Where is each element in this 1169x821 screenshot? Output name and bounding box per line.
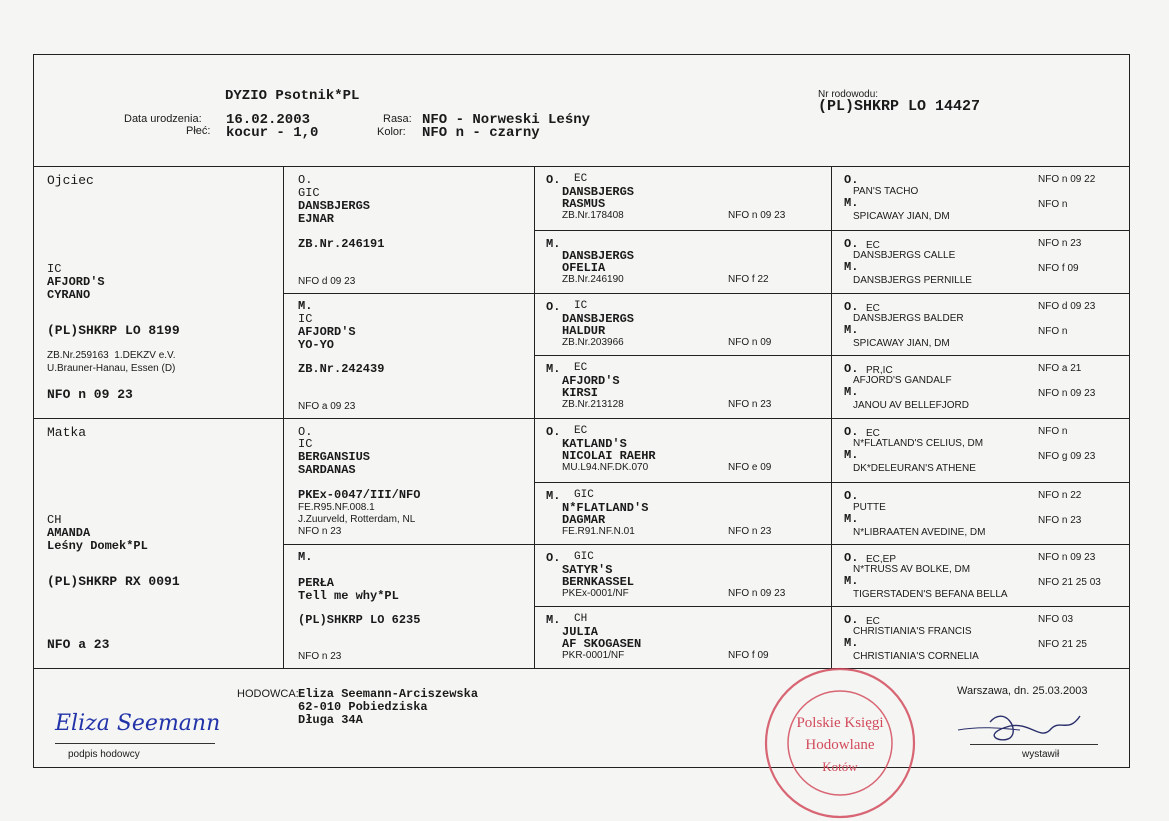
gen4-sire-title: EC — [866, 428, 880, 439]
gen4-sire-name: N*TRUSS AV BOLKE, DM — [853, 564, 971, 575]
gen2-reg: ZB.Nr.246191 — [298, 237, 385, 251]
sire-name-1: AFJORD'S — [47, 275, 105, 289]
gen3-title: EC — [574, 173, 588, 185]
gen2-name-1: PERŁA — [298, 576, 335, 590]
gen3-name-2: NICOLAI RAEHR — [562, 449, 656, 463]
divider — [534, 293, 1130, 294]
sire-section-label: Ojciec — [47, 173, 94, 188]
gen4-dam-label: M. — [844, 574, 859, 588]
dam-section-label: Matka — [47, 425, 87, 440]
divider — [33, 418, 1130, 419]
gen3-title: GIC — [574, 489, 594, 501]
gen2-name-1: AFJORD'S — [298, 325, 356, 339]
gen3-name-2: BERNKASSEL — [562, 575, 635, 589]
divider — [831, 166, 832, 668]
gen2-title: GIC — [298, 186, 320, 200]
gen3-reg: ZB.Nr.203966 — [562, 337, 624, 348]
gen2-color: NFO d 09 23 — [298, 276, 356, 287]
gen3-label: O. — [546, 173, 561, 187]
gen2-label: O. — [298, 173, 313, 187]
place-date: Warszawa, dn. 25.03.2003 — [957, 685, 1088, 697]
gen3-reg: PKEx-0001/NF — [562, 588, 629, 599]
gen2-reg: PKEx-0047/III/NFO — [298, 488, 421, 502]
gen4-sire-color: NFO d 09 23 — [1038, 301, 1096, 312]
gen2-label: M. — [298, 299, 313, 313]
gen4-sire-label: O. — [844, 300, 859, 314]
gen3-name-1: DANSBJERGS — [562, 185, 635, 199]
gen3-color: NFO n 09 23 — [728, 210, 786, 221]
breeder-signature: Eliza Seemann — [55, 711, 221, 736]
gen4-sire-name: DANSBJERGS CALLE — [853, 250, 956, 261]
gen4-dam-label: M. — [844, 512, 859, 526]
gen3-label: M. — [546, 489, 561, 503]
gen2-name-2: EJNAR — [298, 212, 335, 226]
gen4-sire-title: EC — [866, 616, 880, 627]
gen3-color: NFO f 22 — [728, 274, 769, 285]
gen3-label: M. — [546, 237, 561, 251]
gen4-sire-label: O. — [844, 173, 859, 187]
gen3-label: O. — [546, 425, 561, 439]
color-label: Kolor: — [377, 126, 406, 138]
gen4-sire-color: NFO n 22 — [1038, 490, 1082, 501]
sire-owner: U.Brauner-Hanau, Essen (D) — [47, 363, 176, 374]
gen3-name-2: OFELIA — [562, 261, 606, 275]
divider — [534, 355, 1130, 356]
cat-name: DYZIO Psotnik*PL — [225, 88, 360, 104]
gen4-sire-label: O. — [844, 489, 859, 503]
gen3-color: NFO f 09 — [728, 650, 769, 661]
stamp-line-1: Polskie Księgi — [796, 715, 884, 731]
sex-value: kocur - 1,0 — [226, 125, 319, 141]
gen2-label: O. — [298, 425, 313, 439]
gen4-dam-color: NFO 21 25 — [1038, 639, 1087, 650]
gen2-name-2: YO-YO — [298, 338, 335, 352]
gen4-sire-color: NFO 03 — [1038, 614, 1074, 625]
divider — [534, 230, 1130, 231]
dam-name-1: AMANDA — [47, 526, 91, 540]
gen4-sire-color: NFO n 23 — [1038, 238, 1082, 249]
gen4-sire-label: O. — [844, 613, 859, 627]
gen3-reg: ZB.Nr.246190 — [562, 274, 624, 285]
gen4-dam-label: M. — [844, 385, 859, 399]
gen3-color: NFO n 23 — [728, 526, 772, 537]
gen4-dam-name: DK*DELEURAN'S ATHENE — [853, 463, 976, 474]
gen2-name-1: BERGANSIUS — [298, 450, 371, 464]
gen4-sire-color: NFO a 21 — [1038, 363, 1082, 374]
gen4-sire-label: O. — [844, 362, 859, 376]
gen4-dam-label: M. — [844, 196, 859, 210]
gen4-sire-title: PR,IC — [866, 365, 893, 376]
gen4-sire-color: NFO n — [1038, 426, 1068, 437]
breeder-label: HODOWCA: — [237, 688, 299, 700]
gen2-name-2: SARDANAS — [298, 463, 356, 477]
gen4-dam-name: SPICAWAY JIAN, DM — [853, 338, 950, 349]
sire-reg-2: ZB.Nr.259163 1.DEKZV e.V. — [47, 350, 176, 361]
gen4-dam-name: DANSBJERGS PERNILLE — [853, 275, 972, 286]
breeder-name: Eliza Seemann-Arciszewska — [298, 687, 479, 701]
gen3-reg: FE.R91.NF.N.01 — [562, 526, 635, 537]
breeder-address-1: 62-010 Pobiedziska — [298, 700, 428, 714]
gen4-sire-name: PAN'S TACHO — [853, 186, 919, 197]
gen3-title: IC — [574, 300, 588, 312]
gen3-title: GIC — [574, 551, 594, 563]
gen3-name-1: AFJORD'S — [562, 374, 620, 388]
sire-title: IC — [47, 262, 62, 276]
gen3-name-2: AF SKOGASEN — [562, 637, 642, 651]
birth-date: 16.02.2003 — [226, 112, 311, 128]
pedigree-label: Nr rodowodu: — [818, 89, 879, 100]
gen3-name-2: HALDUR — [562, 324, 606, 338]
divider — [283, 293, 534, 294]
breed-label: Rasa: — [383, 113, 412, 125]
dam-reg: (PL)SHKRP RX 0091 — [47, 574, 180, 589]
gen4-dam-name: CHRISTIANIA'S CORNELIA — [853, 651, 979, 662]
gen4-sire-title: EC — [866, 303, 880, 314]
sire-reg: (PL)SHKRP LO 8199 — [47, 323, 180, 338]
gen3-color: NFO n 09 23 — [728, 588, 786, 599]
gen4-dam-label: M. — [844, 636, 859, 650]
divider — [283, 544, 534, 545]
gen4-sire-name: AFJORD'S GANDALF — [853, 375, 952, 386]
breeder-address-2: Długa 34A — [298, 713, 363, 727]
gen4-dam-color: NFO 21 25 03 — [1038, 577, 1101, 588]
divider — [534, 544, 1130, 545]
divider — [534, 166, 535, 668]
registry-stamp-icon — [760, 665, 920, 821]
gen4-sire-label: O. — [844, 551, 859, 565]
pedigree-number: (PL)SHKRP LO 14427 — [818, 98, 981, 115]
sire-color: NFO n 09 23 — [47, 387, 133, 402]
dam-color: NFO a 23 — [47, 637, 110, 652]
color-value: NFO n - czarny — [422, 125, 540, 141]
sex-label: Płeć: — [186, 125, 211, 137]
gen4-sire-label: O. — [844, 425, 859, 439]
gen2-owner: J.Zuurveld, Rotterdam, NL — [298, 514, 416, 525]
sire-name-2: CYRANO — [47, 288, 91, 302]
gen4-dam-color: NFO n — [1038, 199, 1068, 210]
gen4-sire-name: PUTTE — [853, 502, 886, 513]
gen2-color: NFO n 23 — [298, 651, 342, 662]
gen3-reg: ZB.Nr.178408 — [562, 210, 624, 221]
gen3-name-2: RASMUS — [562, 197, 606, 211]
gen4-dam-color: NFO n 23 — [1038, 515, 1082, 526]
gen4-sire-name: N*FLATLAND'S CELIUS, DM — [853, 438, 984, 449]
gen4-dam-color: NFO n — [1038, 326, 1068, 337]
gen2-title: IC — [298, 437, 313, 451]
gen3-name-1: JULIA — [562, 625, 599, 639]
gen3-name-2: KIRSI — [562, 386, 599, 400]
stamp-line-3: Kotów — [822, 759, 858, 774]
gen2-reg: (PL)SHKRP LO 6235 — [298, 613, 421, 627]
gen4-sire-color: NFO n 09 23 — [1038, 552, 1096, 563]
signature-line — [55, 743, 215, 744]
gen2-name-2: Tell me why*PL — [298, 589, 399, 603]
dam-title: CH — [47, 513, 62, 527]
gen4-dam-name: TIGERSTADEN'S BEFANA BELLA — [853, 589, 1008, 600]
gen2-color: NFO n 23 — [298, 526, 342, 537]
gen2-reg: ZB.Nr.242439 — [298, 362, 385, 376]
gen2-reg-2: FE.R95.NF.008.1 — [298, 502, 375, 513]
divider — [534, 482, 1130, 483]
birth-label: Data urodzenia: — [124, 113, 202, 125]
breed-value: NFO - Norweski Leśny — [422, 112, 591, 128]
gen4-dam-color: NFO n 09 23 — [1038, 388, 1096, 399]
gen4-dam-name: N*LIBRAATEN AVEDINE, DM — [853, 527, 986, 538]
gen4-dam-color: NFO f 09 — [1038, 263, 1079, 274]
gen2-color: NFO a 09 23 — [298, 401, 356, 412]
divider — [534, 606, 1130, 607]
gen2-label: M. — [298, 550, 313, 564]
gen3-label: O. — [546, 300, 561, 314]
gen3-color: NFO n 09 — [728, 337, 772, 348]
dam-name-2: Leśny Domek*PL — [47, 539, 148, 553]
gen4-sire-label: O. — [844, 237, 859, 251]
stamp-line-2: Hodowlane — [805, 737, 875, 753]
divider — [33, 668, 1130, 669]
gen4-dam-label: M. — [844, 448, 859, 462]
gen3-label: M. — [546, 613, 561, 627]
gen3-color: NFO e 09 — [728, 462, 772, 473]
gen4-dam-color: NFO g 09 23 — [1038, 451, 1096, 462]
gen4-dam-label: M. — [844, 323, 859, 337]
gen4-sire-title: EC,EP — [866, 554, 897, 565]
gen3-name-1: DANSBJERGS — [562, 312, 635, 326]
gen3-name-1: SATYR'S — [562, 563, 613, 577]
gen3-reg: PKR-0001/NF — [562, 650, 625, 661]
gen3-reg: ZB.Nr.213128 — [562, 399, 624, 410]
divider — [33, 166, 1130, 167]
gen4-sire-name: CHRISTIANIA'S FRANCIS — [853, 626, 972, 637]
gen3-name-1: N*FLATLAND'S — [562, 501, 649, 515]
gen4-sire-color: NFO n 09 22 — [1038, 174, 1096, 185]
gen3-title: EC — [574, 362, 588, 374]
gen4-dam-name: JANOU AV BELLEFJORD — [853, 400, 969, 411]
signature-label: podpis hodowcy — [68, 749, 140, 760]
gen3-name-1: DANSBJERGS — [562, 249, 635, 263]
official-signature-icon — [950, 700, 1090, 750]
gen3-name-2: DAGMAR — [562, 513, 606, 527]
gen4-dam-label: M. — [844, 260, 859, 274]
gen3-title: CH — [574, 613, 588, 625]
gen2-title: IC — [298, 312, 313, 326]
gen4-dam-name: SPICAWAY JIAN, DM — [853, 211, 950, 222]
gen3-name-1: KATLAND'S — [562, 437, 627, 451]
divider — [283, 166, 284, 668]
gen3-title: EC — [574, 425, 588, 437]
gen3-label: M. — [546, 362, 561, 376]
gen4-sire-name: DANSBJERGS BALDER — [853, 313, 964, 324]
gen3-reg: MU.L94.NF.DK.070 — [562, 462, 649, 473]
gen3-color: NFO n 23 — [728, 399, 772, 410]
gen3-label: O. — [546, 551, 561, 565]
gen2-name-1: DANSBJERGS — [298, 199, 371, 213]
issuer-label: wystawił — [1022, 749, 1060, 760]
gen4-sire-title: EC — [866, 240, 880, 251]
